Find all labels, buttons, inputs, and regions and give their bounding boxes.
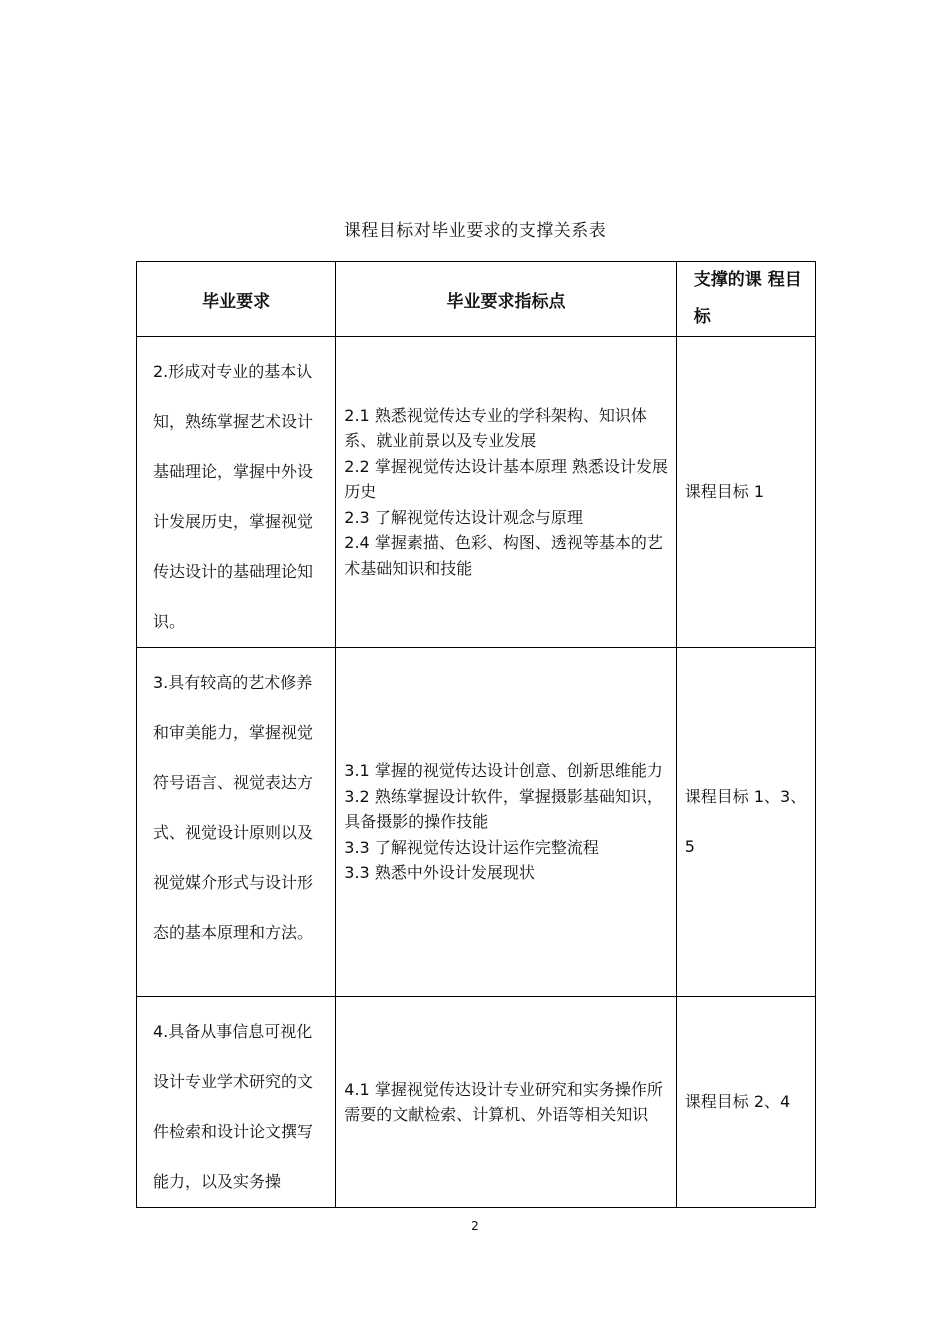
- requirement-cell: 4.具备从事信息可视化设计专业学术研究的文件检索和设计论文撰写能力，以及实务操: [137, 997, 336, 1208]
- indicator-points-cell: [336, 337, 677, 648]
- header-course-goals: 支撑的课 程目标: [676, 262, 815, 337]
- header-indicator-points: 毕业要求指标点: [336, 262, 677, 337]
- indicator-points-cell: [336, 997, 677, 1208]
- table-title: 课程目标对毕业要求的支撑关系表: [343, 221, 607, 241]
- indicator-points-cell: [336, 648, 677, 997]
- indicator-point: 2.3 了解视觉传达设计观念与原理: [344, 507, 583, 527]
- page-number: 2: [471, 1219, 479, 1233]
- table-header-row: [137, 262, 816, 337]
- table-row: [137, 648, 816, 997]
- table-row: [137, 337, 816, 648]
- table-row: [137, 997, 816, 1208]
- header-requirement: 毕业要求: [137, 262, 336, 337]
- indicator-point: 2.1 熟悉视觉传达专业的学科架构、知识体系、就业前景以及专业发展: [344, 405, 647, 451]
- indicator-point: 2.4 掌握素描、色彩、构图、透视等基本的艺术基础知识和技能: [344, 533, 663, 578]
- support-relation-table: [136, 261, 816, 1208]
- indicator-point: 4.1 掌握视觉传达设计专业研究和实务操作所需要的文献检索、计算机、外语等相关知识: [344, 1079, 663, 1124]
- indicator-point: 3.2 熟练掌握设计软件，掌握摄影基础知识，具备摄影的操作技能: [344, 786, 663, 832]
- indicator-point: 3.3 熟悉中外设计发展现状: [344, 863, 535, 883]
- course-goals-cell: 课程目标 1、3、5: [676, 648, 815, 997]
- indicator-point: 2.2 掌握视觉传达设计基本原理 熟悉设计发展历史: [344, 456, 668, 502]
- course-goals-cell: 课程目标 1: [676, 337, 815, 648]
- indicator-point: 3.1 掌握的视觉传达设计创意、创新思维能力: [344, 761, 663, 781]
- requirement-cell: 2.形成对专业的基本认知，熟练掌握艺术设计基础理论，掌握中外设计发展历史，掌握视觉传达设计的基础理论知识。: [137, 337, 336, 648]
- course-goals-cell: 课程目标 2、4: [676, 997, 815, 1208]
- requirement-cell: 3.具有较高的艺术修养和审美能力，掌握视觉符号语言、视觉表达方式、视觉设计原则以及视觉媒介形式与设计形态的基本原理和方法。: [137, 648, 336, 997]
- indicator-point: 3.3 了解视觉传达设计运作完整流程: [344, 837, 599, 857]
